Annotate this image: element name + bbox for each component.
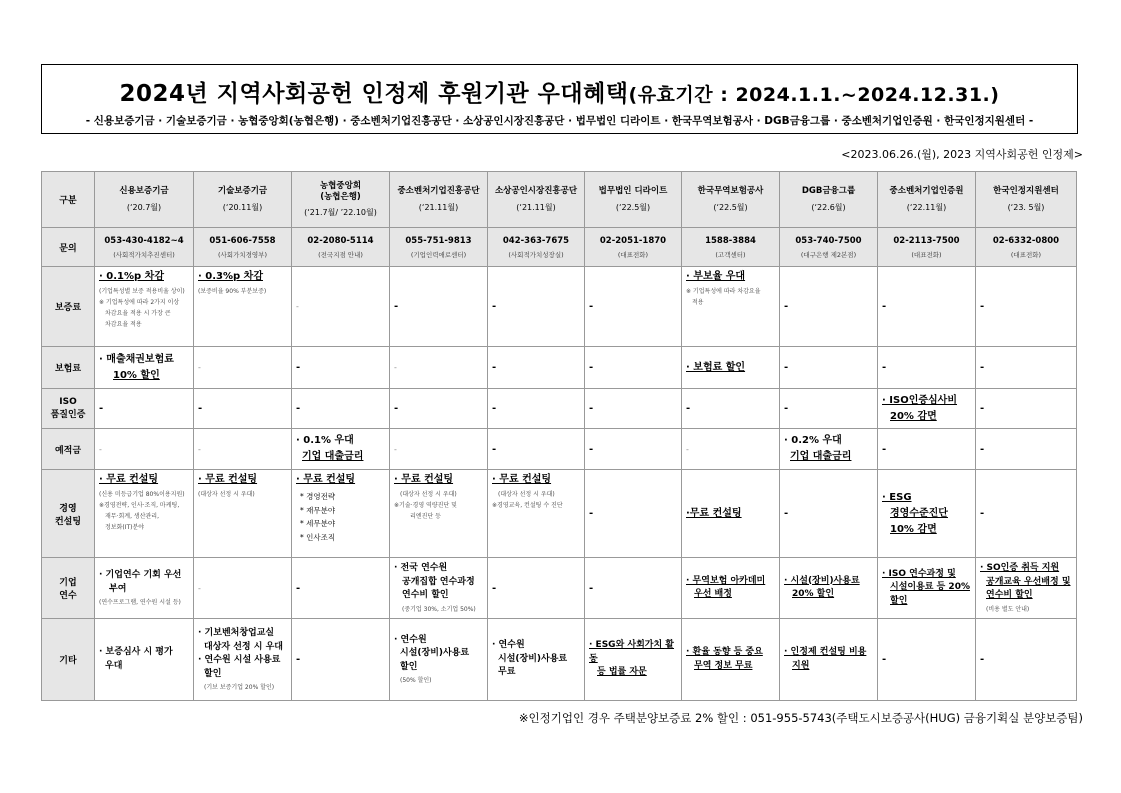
footnote: ※인정기업인 경우 주택분양보증료 2% 할인 : 051-955-5743(주택도시보증공사(HUG) 금융기획실 분양보증팀) bbox=[518, 711, 1083, 725]
benefit-cell: - bbox=[976, 389, 1077, 429]
title-validity: (유효기간 : 2024.1.1.~2024.12.31.) bbox=[628, 84, 1000, 106]
benefit-cell: - bbox=[976, 429, 1077, 470]
row-label-iso: ISO 품질인증 bbox=[42, 389, 95, 429]
sponsor-list: - 신용보증기금 · 기술보증기금 · 농협중앙회(농협은행) · 중소벤처기업진흥공단 · 소상공인시장진흥공단 · 법무법인 디라이트 · 한국무역보험공사 · DGB금융그룹 · 중소벤처기업인증원 · 한국인정지원센터 - bbox=[85, 115, 1034, 127]
date-note: <2023.06.26.(월), 2023 지역사회공헌 인정제> bbox=[841, 148, 1083, 161]
contact-cell: 053-430-4182~4 (사회적가치추진센터) bbox=[95, 228, 194, 267]
benefit-cell: - bbox=[585, 347, 682, 389]
org-header: 법무법인 디라이트 (‘22.5월) bbox=[585, 172, 682, 228]
benefit-cell: - bbox=[390, 429, 488, 470]
benefit-cell: - bbox=[488, 347, 585, 389]
benefit-cell: - bbox=[878, 619, 976, 701]
org-header: 한국무역보험공사 (‘22.5월) bbox=[682, 172, 780, 228]
benefit-cell: - bbox=[585, 470, 682, 558]
benefit-cell: · 0.1% 우대 기업 대출금리 bbox=[292, 429, 390, 470]
benefit-cell: - bbox=[488, 267, 585, 347]
org-header: 중소벤처기업진흥공단 (‘21.11월) bbox=[390, 172, 488, 228]
benefit-cell: - bbox=[976, 347, 1077, 389]
benefit-cell: - bbox=[878, 429, 976, 470]
benefit-cell: - bbox=[585, 429, 682, 470]
benefits-table bbox=[41, 171, 1077, 701]
benefit-cell: - bbox=[292, 558, 390, 619]
page-title bbox=[42, 75, 1077, 108]
contact-cell: 02-2051-1870 (대표전화) bbox=[585, 228, 682, 267]
org-header: 한국인정지원센터 (‘23. 5월) bbox=[976, 172, 1077, 228]
org-header: 신용보증기금 (‘20.7월) bbox=[95, 172, 194, 228]
benefit-cell: - bbox=[682, 429, 780, 470]
benefit-cell: - bbox=[194, 389, 292, 429]
contact-cell: 02-2113-7500 (대표전화) bbox=[878, 228, 976, 267]
benefit-cell: - bbox=[390, 347, 488, 389]
contact-cell: 042-363-7675 (사회적가치성장실) bbox=[488, 228, 585, 267]
training-row bbox=[42, 558, 1077, 619]
org-header: DGB금융그룹 (‘22.6월) bbox=[780, 172, 878, 228]
benefit-cell: - bbox=[390, 389, 488, 429]
header-row bbox=[42, 172, 1077, 228]
benefit-cell: - bbox=[878, 267, 976, 347]
benefit-cell: · 0.3%p 차감 (보증비율 90% 부분보증) bbox=[194, 267, 292, 347]
benefit-cell: · 보증심사 시 평가 우대 bbox=[95, 619, 194, 701]
benefit-cell: - bbox=[488, 389, 585, 429]
benefit-cell: · 부보율 우대 ※ 기업특성에 따라 차감요율 적용 bbox=[682, 267, 780, 347]
title-main: 2024년 지역사회공헌 인정제 후원기관 우대혜택 bbox=[119, 81, 629, 107]
benefit-cell: - bbox=[976, 470, 1077, 558]
row-label-other: 기타 bbox=[42, 619, 95, 701]
benefit-cell: · ESG와 사회가치 활동 등 법률 자문 bbox=[585, 619, 682, 701]
benefit-cell: · ESG 경영수준진단 10% 감면 bbox=[878, 470, 976, 558]
contact-cell: 055-751-9813 (기업인력애로센터) bbox=[390, 228, 488, 267]
benefit-cell: · SO인증 취득 지원 공개교육 우선배정 및 연수비 할인 (비용 별도 안내) bbox=[976, 558, 1077, 619]
org-header: 농협중앙회 (농협은행) (‘21.7월/ ’22.10월) bbox=[292, 172, 390, 228]
guarantee-row bbox=[42, 267, 1077, 347]
benefit-cell: · 무료 컨설팅 (대상자 선정 시 우대) ※경영교육, 컨설팅 수 진단 bbox=[488, 470, 585, 558]
benefit-cell: - bbox=[292, 347, 390, 389]
benefit-cell: - bbox=[780, 389, 878, 429]
consulting-row bbox=[42, 470, 1077, 558]
org-header: 중소벤처기업인증원 (‘22.11월) bbox=[878, 172, 976, 228]
contact-cell: 053-740-7500 (대구은행 제2본점) bbox=[780, 228, 878, 267]
benefit-cell: · 시설(장비)사용료 20% 할인 bbox=[780, 558, 878, 619]
benefit-cell: · 기보벤처창업교실 대상자 선정 시 우대 · 연수원 시설 사용료 할인 (기보 보증기업 20% 할인) bbox=[194, 619, 292, 701]
benefit-cell: · ISO인증심사비 20% 감면 bbox=[878, 389, 976, 429]
row-label-consulting: 경영 컨설팅 bbox=[42, 470, 95, 558]
benefit-cell: · 무료 컨설팅 (대상자 선정 시 우대) bbox=[194, 470, 292, 558]
row-label-deposit: 예적금 bbox=[42, 429, 95, 470]
benefit-cell: · 보험료 할인 bbox=[682, 347, 780, 389]
org-header: 소상공인시장진흥공단 (‘21.11월) bbox=[488, 172, 585, 228]
benefit-cell: - bbox=[780, 470, 878, 558]
other-row bbox=[42, 619, 1077, 701]
row-label-training: 기업 연수 bbox=[42, 558, 95, 619]
benefit-cell: - bbox=[292, 619, 390, 701]
benefit-cell: - bbox=[488, 558, 585, 619]
org-header: 기술보증기금 (‘20.11월) bbox=[194, 172, 292, 228]
row-label-insurance: 보험료 bbox=[42, 347, 95, 389]
benefit-cell: - bbox=[585, 267, 682, 347]
benefit-cell: · 기업연수 기회 우선 부여 (연수프로그램, 연수원 시설 등) bbox=[95, 558, 194, 619]
benefit-cell: · 전국 연수원 공개집합 연수과정 연수비 할인 (중기업 30%, 소기업 50%) bbox=[390, 558, 488, 619]
benefit-cell: · 0.1%p 차감 (기업특성별 보증 적용비율 상이) ※ 기업특성에 따라 2가지 이상 차감요율 적용 시 가장 큰 차감요율 적용 bbox=[95, 267, 194, 347]
contact-cell: 02-2080-5114 (전국지점 안내) bbox=[292, 228, 390, 267]
benefit-cell: - bbox=[95, 429, 194, 470]
benefit-cell: - bbox=[194, 429, 292, 470]
benefit-cell: - bbox=[976, 619, 1077, 701]
benefit-cell: - bbox=[780, 267, 878, 347]
iso-row bbox=[42, 389, 1077, 429]
benefit-cell: - bbox=[780, 347, 878, 389]
contact-cell: 051-606-7558 (사회가치경영부) bbox=[194, 228, 292, 267]
row-label-contact: 문의 bbox=[42, 228, 95, 267]
benefit-cell: · 무료 컨설팅 (대상자 선정 시 우대) ※기술·경영 역량진단 및 리엔진단 등 bbox=[390, 470, 488, 558]
corner-cell: 구분 bbox=[42, 172, 95, 228]
row-label-guarantee: 보증료 bbox=[42, 267, 95, 347]
title-box bbox=[41, 64, 1078, 134]
benefit-cell: · 0.2% 우대 기업 대출금리 bbox=[780, 429, 878, 470]
contact-cell: 02-6332-0800 (대표전화) bbox=[976, 228, 1077, 267]
benefit-cell: - bbox=[976, 267, 1077, 347]
benefit-cell: · 환율 동향 등 중요 무역 정보 무료 bbox=[682, 619, 780, 701]
benefit-cell: - bbox=[878, 347, 976, 389]
benefit-cell: - bbox=[682, 389, 780, 429]
benefit-cell: - bbox=[292, 267, 390, 347]
benefit-cell: - bbox=[488, 429, 585, 470]
benefit-cell: · 매출채권보험료 10% 할인 bbox=[95, 347, 194, 389]
benefit-cell: · ISO 연수과정 및 시설이용료 등 20% 할인 bbox=[878, 558, 976, 619]
contact-row bbox=[42, 228, 1077, 267]
benefit-cell: · 무료 컨설팅 * 경영전략 * 재무분야 * 세무분야 * 인사조직 bbox=[292, 470, 390, 558]
benefit-cell: - bbox=[194, 558, 292, 619]
benefit-cell: - bbox=[95, 389, 194, 429]
benefit-cell: - bbox=[585, 389, 682, 429]
deposit-row bbox=[42, 429, 1077, 470]
benefit-cell: · 연수원 시설(장비)사용료 무료 bbox=[488, 619, 585, 701]
benefit-cell: - bbox=[585, 558, 682, 619]
insurance-row bbox=[42, 347, 1077, 389]
benefit-cell: ·무료 컨설팅 bbox=[682, 470, 780, 558]
benefit-cell: - bbox=[390, 267, 488, 347]
benefit-cell: · 무료 컨설팅 (신용 미등급기업 80%이용지원) ※경영전략, 인사·조직, 마케팅, 재무·회계, 생산관리, 정보화(IT)분야 bbox=[95, 470, 194, 558]
benefit-cell: · 인정제 컨설팅 비용 지원 bbox=[780, 619, 878, 701]
contact-cell: 1588-3884 (고객센터) bbox=[682, 228, 780, 267]
benefit-cell: · 연수원 시설(장비)사용료 할인 (50% 할인) bbox=[390, 619, 488, 701]
benefit-cell: · 무역보험 아카데미 우선 배정 bbox=[682, 558, 780, 619]
benefit-cell: - bbox=[194, 347, 292, 389]
benefit-cell: - bbox=[292, 389, 390, 429]
